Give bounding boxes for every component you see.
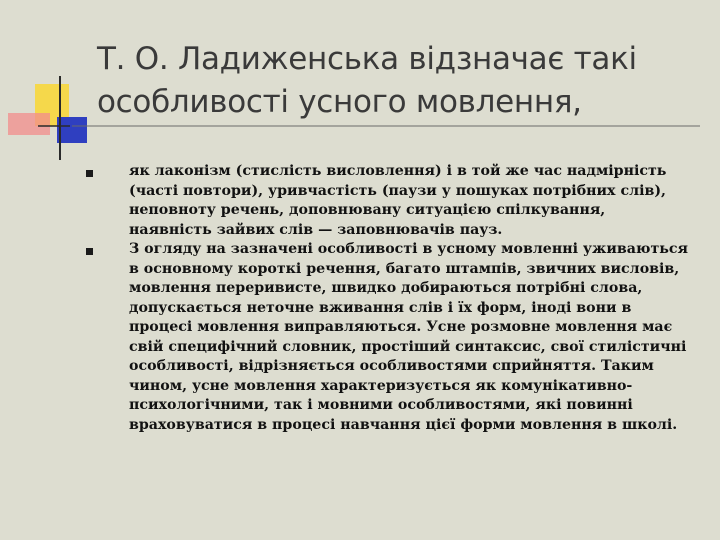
square-bullet-icon — [86, 170, 93, 177]
pink-square — [8, 113, 50, 135]
title-line-1: Т. О. Ладиженська відзначає такі — [97, 41, 637, 77]
bullet-list — [84, 162, 692, 435]
square-bullet-icon — [86, 248, 93, 255]
bullet-item-1 — [84, 162, 692, 240]
bullet-text-2: З огляду на зазначені особливості в усному мовленні уживаються в основному короткі речення, багато штампів, звичних висловів, мовлення переривисте, швидко добираються потрібні слова, допускається неточне вживання слів і їх форм, іноді вони в процесі мовлення виправляються. Усне розмовне мовлення має свій специфічний словник, простіший синтаксис, свої стилістичні особливості, відрізняється особливостями сприйняття. Таким чином, усне мовлення характеризується як комунікативно-психологічними, так і мовними особливостями, які повинні враховуватися в процесі навчання цієї форми мовлення в школі. — [129, 241, 688, 433]
yellow-square — [35, 84, 69, 126]
bullet-text-1: як лаконізм (стислість висловлення) і в той же час надмірність (часті повтори), уривчастість (паузи у пошуках потрібних слів), неповноту речень, доповнювану ситуацією спілкування, наявність зайвих слів — заповнювачів пауз. — [129, 163, 667, 238]
title-line-2: особливості усного мовлення, — [97, 84, 582, 120]
bullet-item-2 — [84, 240, 692, 435]
blue-square — [57, 117, 87, 143]
slide-title — [97, 38, 697, 124]
